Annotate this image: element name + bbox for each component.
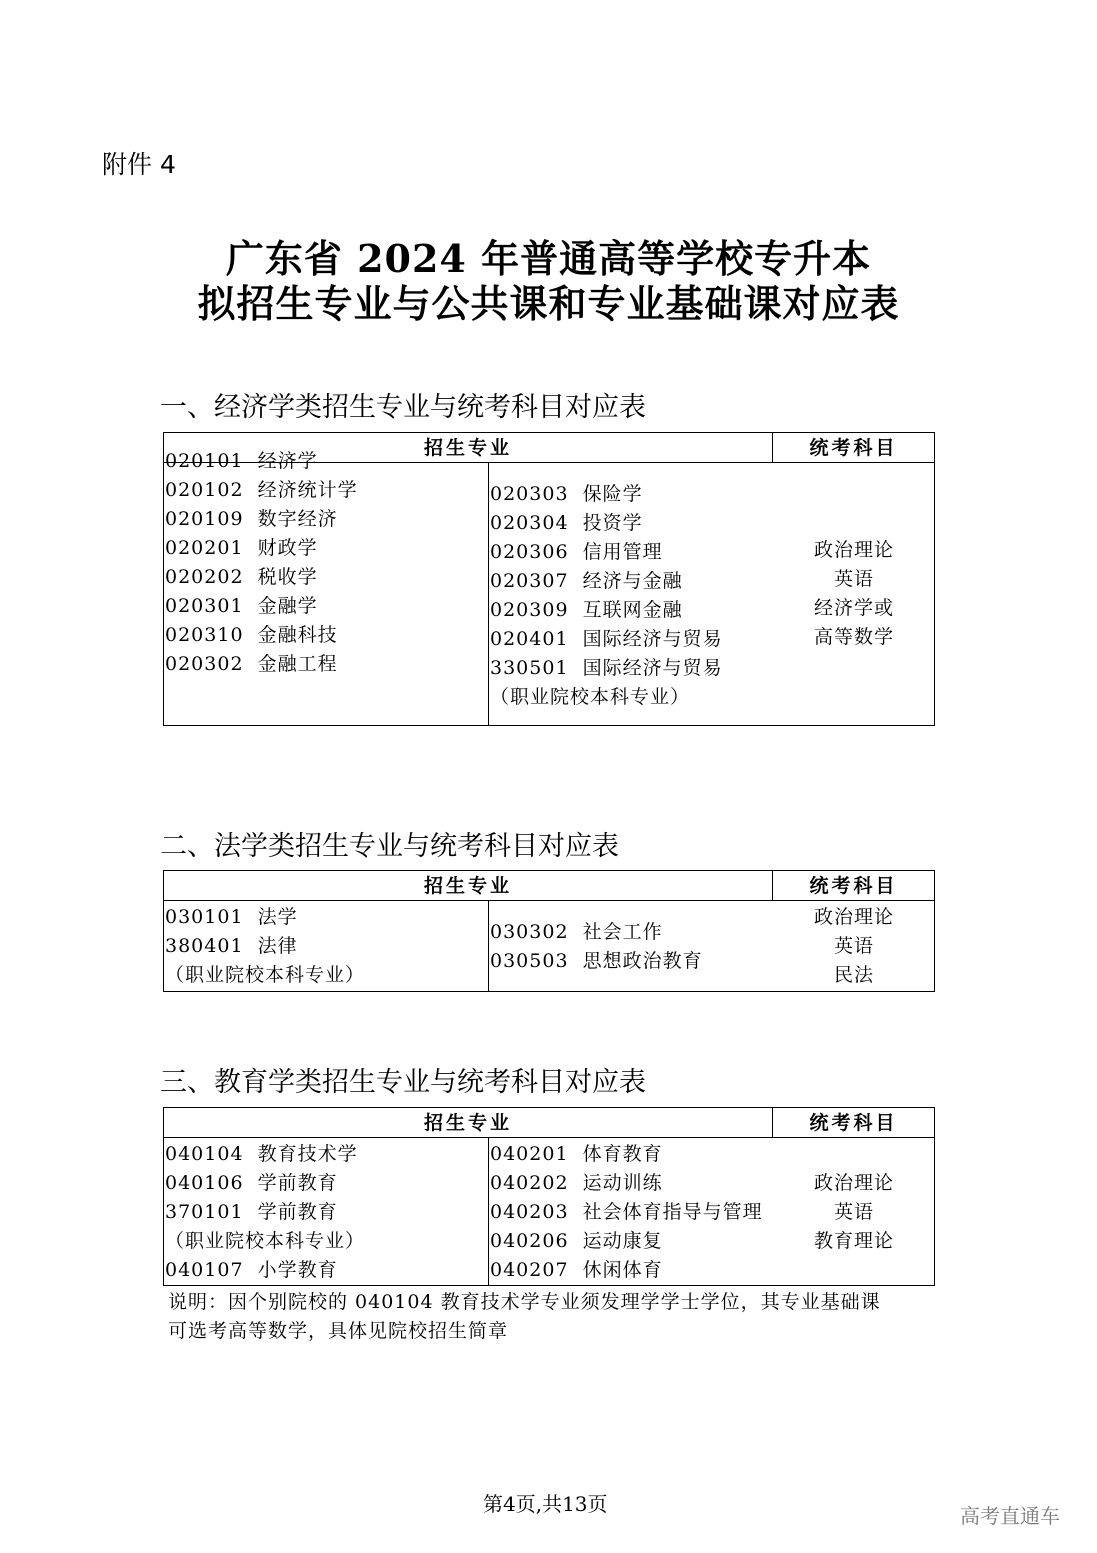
subjects-column (774, 1169, 934, 1256)
section-heading-3: 三、教育学类招生专业与统考科目对应表 (160, 1067, 646, 1098)
major-item: 040203 社会体育指导与管理 (490, 1201, 763, 1223)
major-item: 370101 学前教育 (165, 1201, 338, 1223)
exam-subject: 经济学或 (813, 597, 894, 619)
major-item: 040201 体育教育 (490, 1143, 663, 1165)
exam-subject: 英语 (833, 935, 874, 957)
major-item: 330501 国际经济与贸易 (490, 657, 723, 679)
exam-subject: 高等数学 (813, 626, 894, 648)
note-line-2: 可选考高等数学，具体见院校招生简章 (168, 1320, 509, 1342)
column-divider (488, 1138, 489, 1285)
major-item: 020202 税收学 (165, 566, 318, 588)
left-column (165, 1140, 365, 1285)
major-item: 020310 金融科技 (165, 624, 338, 646)
major-item: （职业院校本科专业） (490, 686, 691, 708)
major-item: 020303 保险学 (490, 483, 643, 505)
major-item: （职业院校本科专业） (165, 964, 366, 986)
header-major: 招生专业 (164, 871, 773, 901)
major-item: 030503 思想政治教育 (490, 950, 703, 972)
header-subject: 统考科目 (773, 1108, 934, 1138)
exam-subject: 英语 (833, 568, 874, 590)
section-heading-1: 一、经济学类招生专业与统考科目对应表 (160, 392, 646, 423)
major-item: 020401 国际经济与贸易 (490, 628, 723, 650)
major-item: （职业院校本科专业） (165, 1230, 366, 1252)
major-item: 020306 信用管理 (490, 541, 663, 563)
column-divider (488, 901, 489, 991)
header-major: 招生专业 (164, 433, 773, 463)
left-column (165, 447, 358, 679)
middle-column (490, 480, 723, 712)
title-line-2: 拟招生专业与公共课和专业基础课对应表 (197, 281, 900, 326)
note-line-1: 说明：因个别院校的 040104 教育技术学专业须发理学学士学位，其专业基础课 (168, 1291, 881, 1313)
exam-subject: 政治理论 (813, 539, 894, 561)
major-item: 020302 金融工程 (165, 653, 338, 675)
major-item: 040107 小学教育 (165, 1259, 338, 1281)
header-major: 招生专业 (164, 1108, 773, 1138)
major-item: 020309 互联网金融 (490, 599, 683, 621)
major-item: 020304 投资学 (490, 512, 643, 534)
attachment-label: 附件 4 (102, 150, 176, 179)
major-item: 040207 休闲体育 (490, 1259, 663, 1281)
major-item: 030101 法学 (165, 906, 298, 928)
subjects-column (774, 903, 934, 990)
exam-subject: 政治理论 (813, 1172, 894, 1194)
major-item: 020109 数字经济 (165, 508, 338, 530)
exam-subject: 民法 (833, 964, 874, 986)
major-item: 040202 运动训练 (490, 1172, 663, 1194)
major-item: 020201 财政学 (165, 537, 318, 559)
page-footer: 第4页,共13页 (483, 1492, 608, 1516)
major-item: 040206 运动康复 (490, 1230, 663, 1252)
column-divider (488, 463, 489, 725)
major-item: 030302 社会工作 (490, 921, 663, 943)
table-economics (163, 432, 935, 726)
left-column (165, 903, 365, 990)
note (168, 1288, 938, 1346)
major-item: 040104 教育技术学 (165, 1143, 358, 1165)
major-item: 020307 经济与金融 (490, 570, 683, 592)
exam-subject: 英语 (833, 1201, 874, 1223)
table-education (163, 1107, 935, 1286)
table-law (163, 870, 935, 992)
middle-column (490, 1140, 763, 1285)
title-line-1: 广东省 2024 年普通高等学校专升本 (225, 236, 872, 281)
header-subject: 统考科目 (773, 871, 934, 901)
middle-column (490, 918, 703, 976)
header-subject: 统考科目 (773, 433, 934, 463)
exam-subject: 教育理论 (813, 1230, 894, 1252)
section-heading-2: 二、法学类招生专业与统考科目对应表 (160, 831, 619, 862)
subjects-column (774, 536, 934, 652)
major-item: 380401 法律 (165, 935, 298, 957)
major-item: 020301 金融学 (165, 595, 318, 617)
major-item: 020102 经济统计学 (165, 479, 358, 501)
major-item: 040106 学前教育 (165, 1172, 338, 1194)
exam-subject: 政治理论 (813, 906, 894, 928)
watermark: 高考直通车 (960, 1504, 1060, 1528)
major-item: 020101 经济学 (165, 450, 318, 472)
